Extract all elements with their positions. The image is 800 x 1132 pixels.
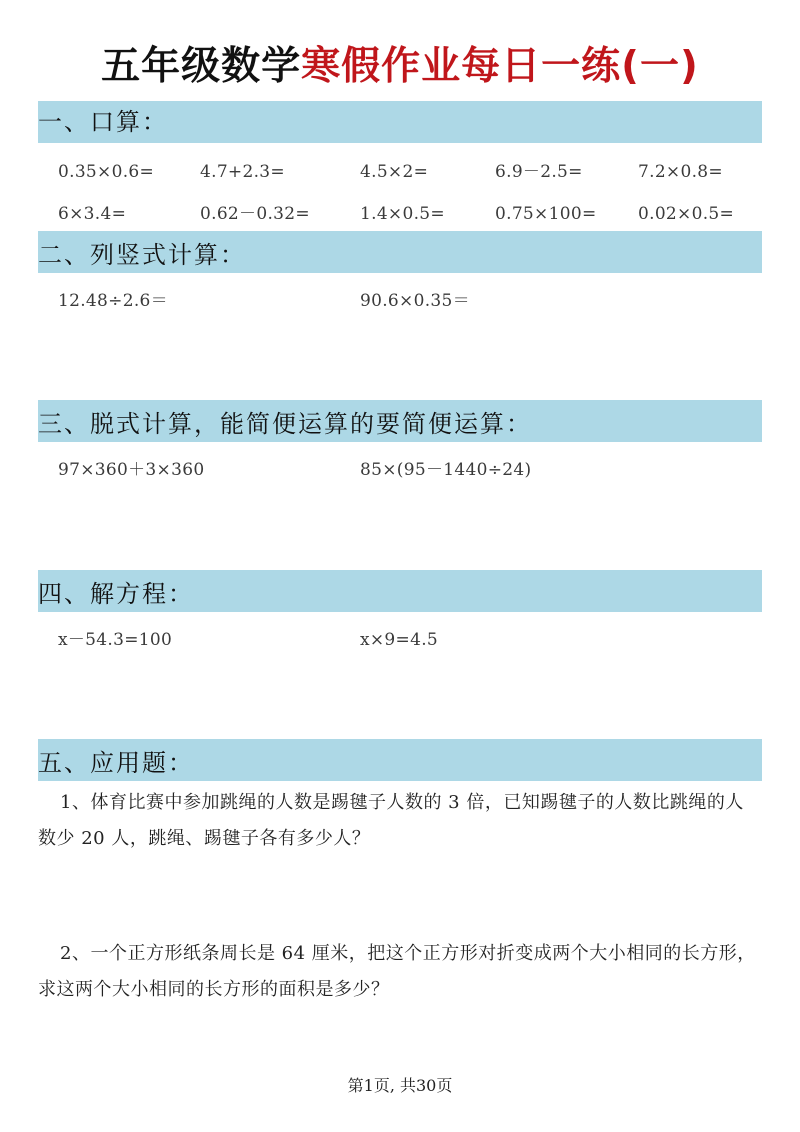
oral-calc-item: 0.35×0.6= (58, 162, 155, 182)
vertical-calc-item: 90.6×0.35＝ (360, 291, 470, 311)
vertical-calc-item: 12.48÷2.6＝ (58, 291, 168, 311)
word-problem-1: 1、体育比赛中参加跳绳的人数是踢毽子人数的 3 倍，已知踢毽子的人数比跳绳的人数少 20 人，跳绳、踢毽子各有多少人？ (38, 792, 744, 849)
oral-calc-item: 0.02×0.5= (638, 204, 735, 224)
oral-calc-item: 1.4×0.5= (360, 204, 445, 224)
section-3-heading: 三、脱式计算，能简便运算的要简便运算： (38, 410, 532, 438)
word-problem-2: 2、一个正方形纸条周长是 64 厘米，把这个正方形对折变成两个大小相同的长方形，求这两个大小相同的长方形的面积是多少？ (38, 943, 756, 1000)
oral-calc-item: 7.2×0.8= (638, 162, 723, 182)
step-calc-item: 85×(95－1440÷24) (360, 460, 532, 480)
oral-calc-item: 4.7+2.3= (200, 162, 285, 182)
oral-calc-item: 4.5×2= (360, 162, 429, 182)
title-part-red: 寒假作业每日一练(一) (301, 44, 699, 89)
oral-calc-item: 6×3.4= (58, 204, 127, 224)
page-footer: 第1页, 共30页 (347, 1076, 453, 1095)
title-part-black: 五年级数学 (101, 44, 302, 89)
oral-calc-item: 6.9－2.5= (495, 162, 583, 182)
section-2-heading: 二、列竖式计算： (38, 241, 246, 269)
section-4-heading: 四、解方程： (38, 580, 194, 608)
equation-item: x－54.3=100 (58, 630, 173, 650)
step-calc-item: 97×360＋3×360 (58, 460, 205, 480)
oral-calc-item: 0.75×100= (495, 204, 597, 224)
equation-item: x×9=4.5 (360, 630, 439, 650)
oral-calc-item: 0.62－0.32= (200, 204, 310, 224)
page-title (0, 42, 800, 92)
section-5-heading: 五、应用题： (38, 749, 194, 777)
section-1-heading: 一、口算： (38, 108, 168, 136)
